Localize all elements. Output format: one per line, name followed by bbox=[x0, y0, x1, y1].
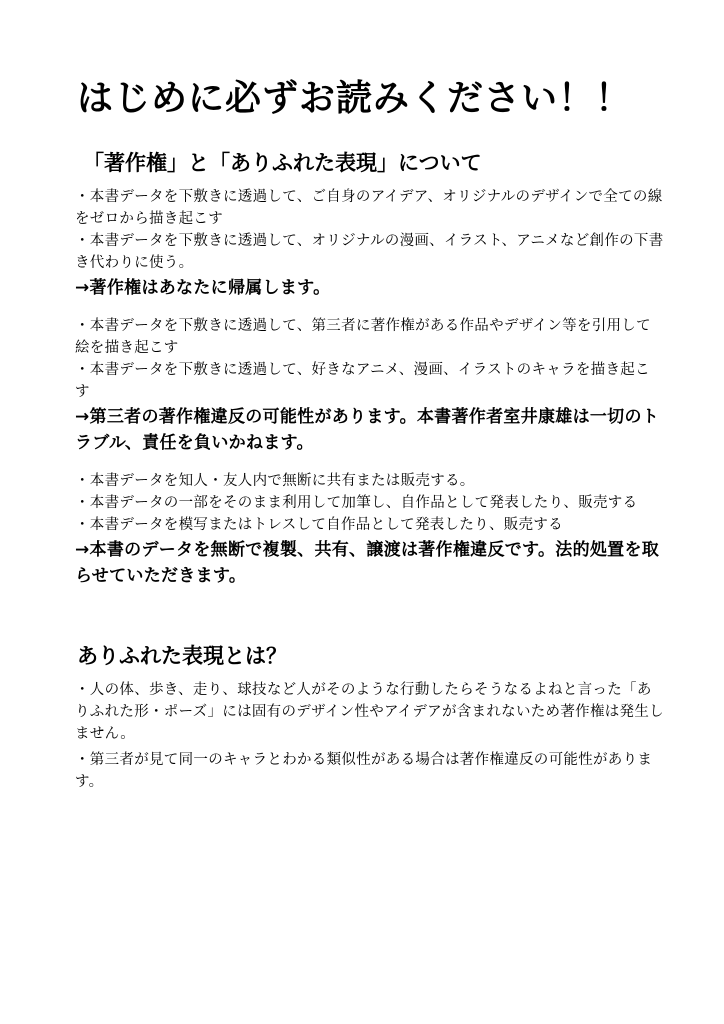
list-item: ・本書データを下敷きに透過して、ご自身のアイデア、オリジナルのデザインで全ての線をゼロから描き起こす bbox=[75, 189, 663, 227]
block-unauthorized-use bbox=[75, 470, 664, 589]
block-common-expression bbox=[75, 679, 664, 793]
list-item: ・本書データを知人・友人内で無断に共有または販売する。 bbox=[75, 473, 475, 489]
section-heading-common-expression: ありふれた表現とは？ bbox=[77, 644, 287, 668]
list-item: ・人の体、歩き、走り、球技など人がそのような行動したらそうなるよねと言った「ありふれた形・ポーズ」には固有のデザイン性やアイデアが含まれないため著作権は発生しません。 bbox=[75, 682, 664, 742]
list-item: ・本書データを下敷きに透過して、第三者に著作権がある作品やデザイン等を引用して絵を描き起こす bbox=[75, 318, 651, 356]
conclusion-violation: →本書のデータを無断で複製、共有、譲渡は著作権違反です。法的処置を取らせていただきます。 bbox=[75, 540, 660, 586]
list-item: ・本書データを模写またはトレスして自作品として発表したり、販売する bbox=[75, 517, 563, 533]
page-title: はじめに必ずお読みください！！ bbox=[77, 78, 633, 119]
block-own-creation bbox=[75, 186, 664, 301]
list-item: ・本書データの一部をそのまま利用して加筆し、自作品として発表したり、販売する bbox=[75, 495, 638, 511]
list-item: ・本書データを下敷きに透過して、オリジナルの漫画、イラスト、アニメなど創作の下書き代わりに使う。 bbox=[75, 233, 664, 271]
list-item: ・本書データを下敷きに透過して、好きなアニメ、漫画、イラストのキャラを描き起こす bbox=[75, 362, 650, 400]
section-heading-copyright: 「著作権」と「ありふれた表現」について bbox=[83, 151, 482, 175]
conclusion-third-party-risk: →第三者の著作権違反の可能性があります。本書著作者室井康雄は一切のトラブル、責任を負いかねます。 bbox=[75, 407, 660, 453]
conclusion-copyright-yours: →著作権はあなたに帰属します。 bbox=[75, 278, 331, 298]
block-third-party bbox=[75, 315, 664, 456]
list-item: ・第三者が見て同一のキャラとわかる類似性がある場合は著作権違反の可能性があります。 bbox=[75, 752, 653, 790]
